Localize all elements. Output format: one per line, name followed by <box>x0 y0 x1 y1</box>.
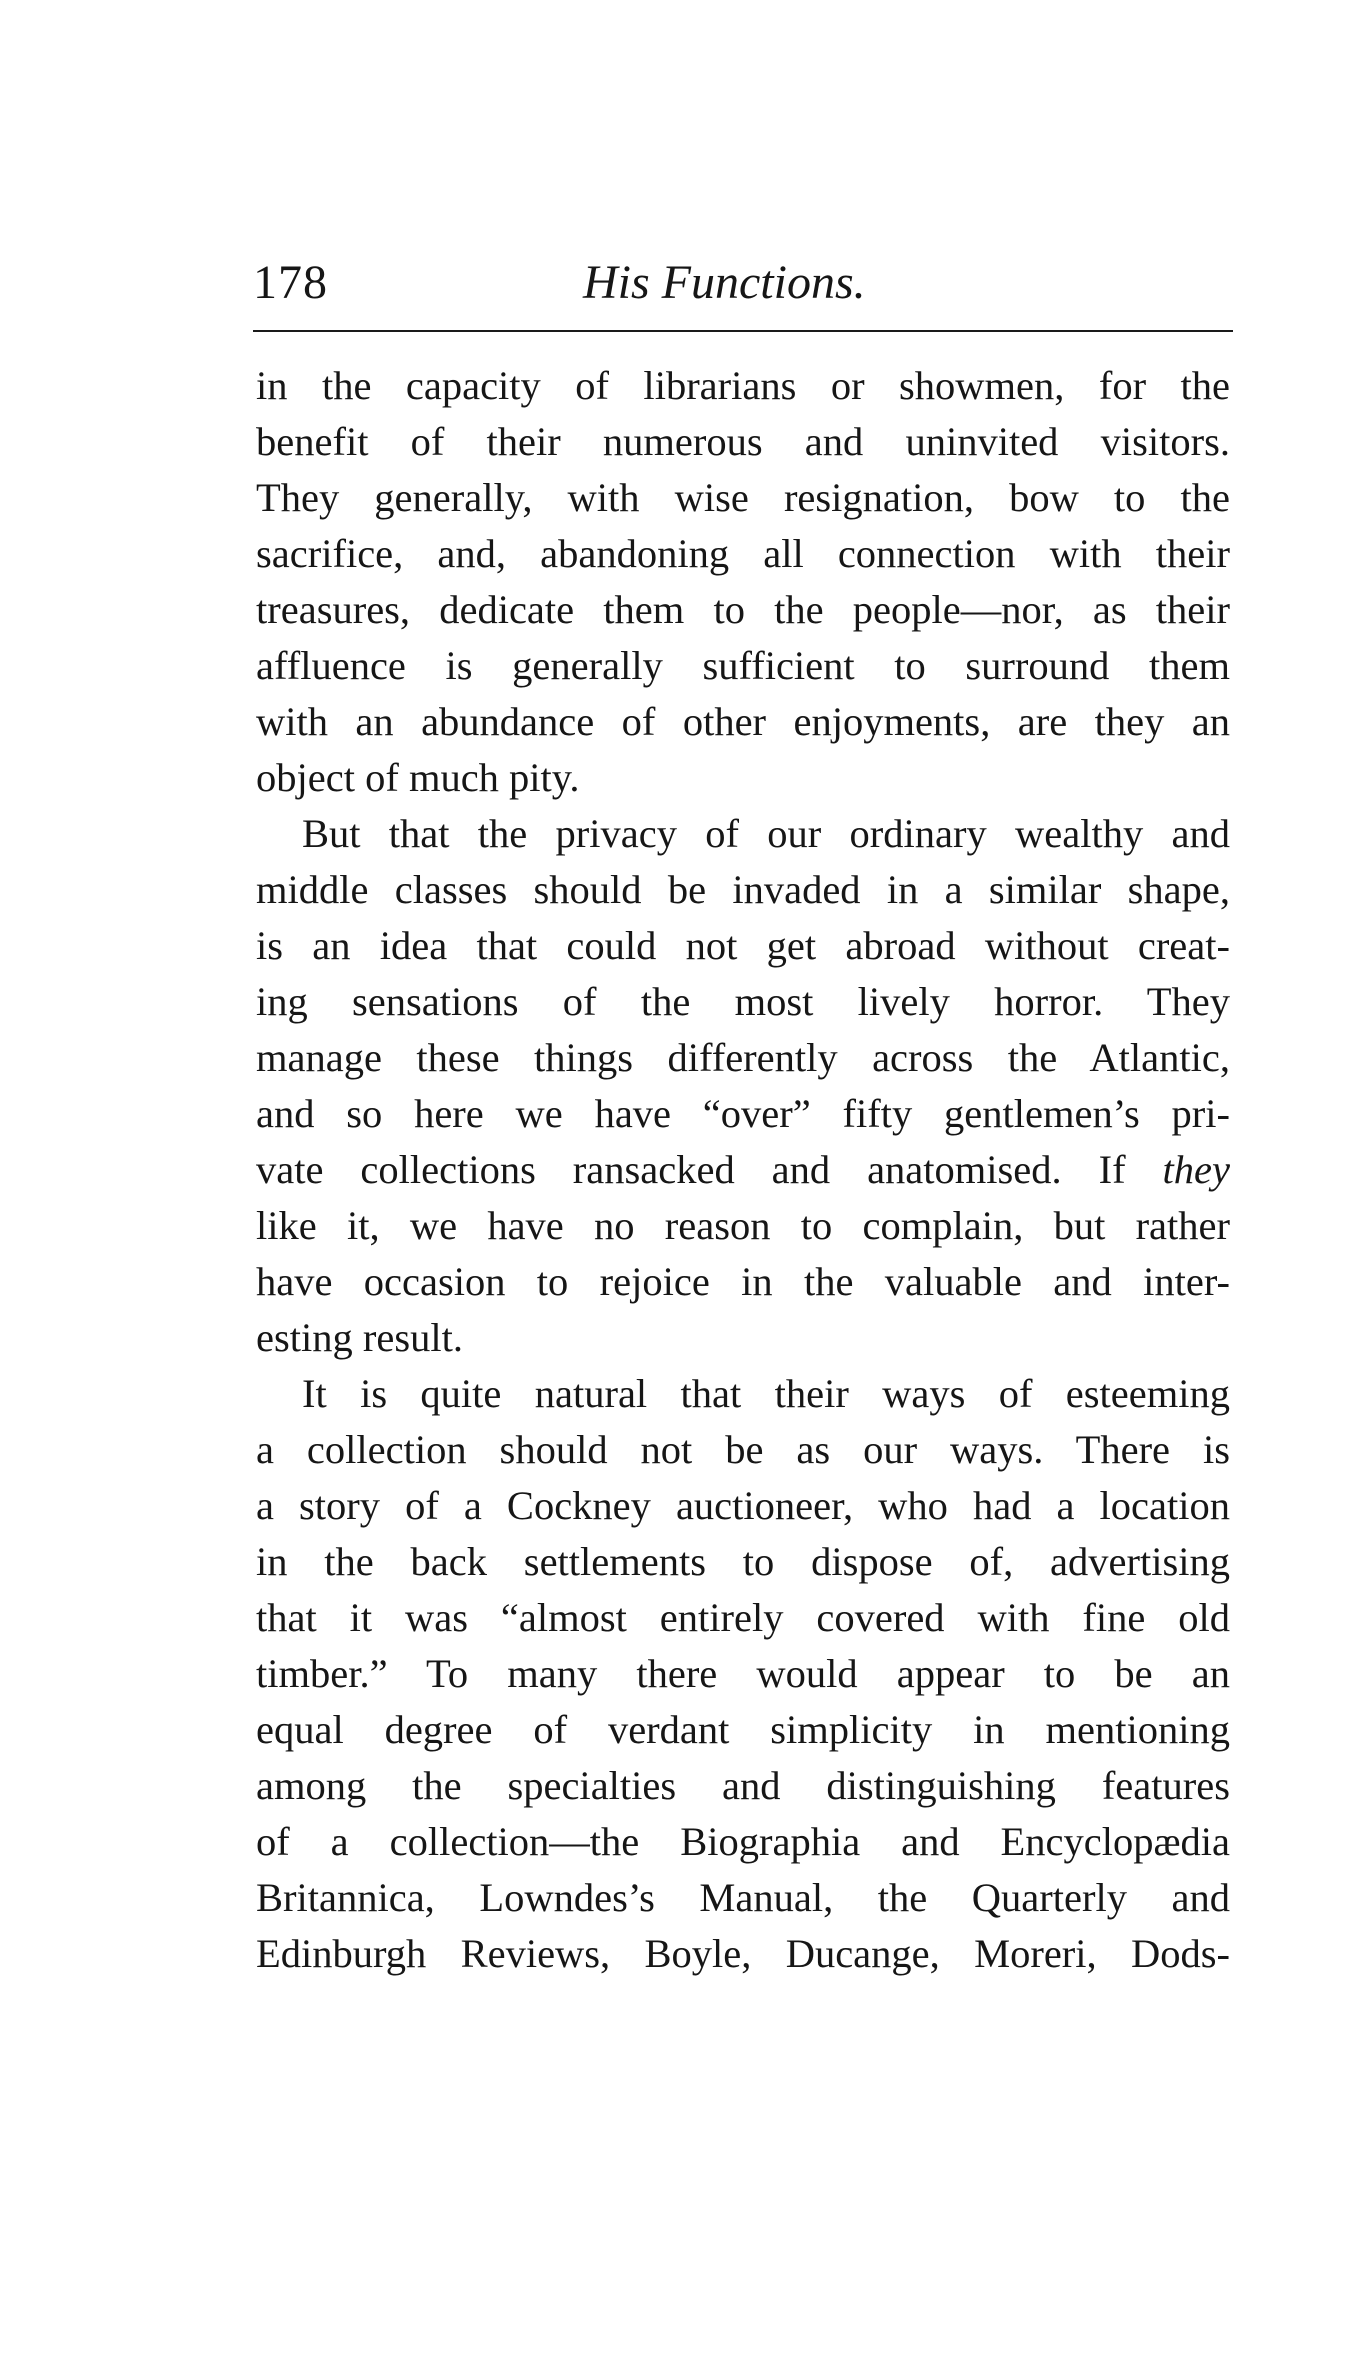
text-line: object of much pity. <box>256 755 580 800</box>
text-line-part: vate collections ransacked and anatomised. If <box>256 1147 1126 1192</box>
text-line: and so here we have “over” fifty gentlemen’s pri- <box>256 1091 1230 1136</box>
page-number: 178 <box>253 256 328 309</box>
text-line: ing sensations of the most lively horror. They <box>256 979 1230 1024</box>
text-line: But that the privacy of our ordinary wealthy and <box>302 811 1230 856</box>
header-rule <box>253 330 1233 332</box>
text-line: benefit of their numerous and uninvited visitors. <box>256 419 1230 464</box>
running-title: His Functions. <box>583 256 866 309</box>
text-line: treasures, dedicate them to the people—nor, as their <box>256 587 1230 632</box>
text-line: that it was “almost entirely covered with fine old <box>256 1595 1230 1640</box>
text-line: Britannica, Lowndes’s Manual, the Quarterly and <box>256 1875 1230 1920</box>
text-line: Edinburgh Reviews, Boyle, Ducange, Moreri, Dods- <box>256 1931 1230 1976</box>
text-line: like it, we have no reason to complain, but rather <box>256 1203 1230 1248</box>
text-line: middle classes should be invaded in a similar shape, <box>256 867 1230 912</box>
text-line: a story of a Cockney auctioneer, who had a location <box>256 1483 1230 1528</box>
text-line: is an idea that could not get abroad without creat- <box>256 923 1230 968</box>
text-line: manage these things differently across the Atlantic, <box>256 1035 1230 1080</box>
text-line: sacrifice, and, abandoning all connection with their <box>256 531 1230 576</box>
text-line: It is quite natural that their ways of esteeming <box>302 1371 1230 1416</box>
text-line: a collection should not be as our ways. There is <box>256 1427 1230 1472</box>
emphasized-word: they <box>1162 1147 1230 1192</box>
text-line: of a collection—the Biographia and Encyclopædia <box>256 1819 1230 1864</box>
text-line: esting result. <box>256 1315 463 1360</box>
text-line: have occasion to rejoice in the valuable and inter- <box>256 1259 1230 1304</box>
text-line: in the capacity of librarians or showmen, for the <box>256 363 1230 408</box>
text-line: among the specialties and distinguishing features <box>256 1763 1230 1808</box>
text-line: in the back settlements to dispose of, advertising <box>256 1539 1230 1584</box>
running-head <box>253 248 1233 318</box>
text-line: affluence is generally sufficient to surround them <box>256 643 1230 688</box>
text-line-with-emphasis <box>256 1142 1230 1198</box>
text-line: equal degree of verdant simplicity in mentioning <box>256 1707 1230 1752</box>
body-text <box>256 358 1230 1982</box>
text-line: with an abundance of other enjoyments, are they an <box>256 699 1230 744</box>
text-line: timber.” To many there would appear to be an <box>256 1651 1230 1696</box>
text-line: They generally, with wise resignation, bow to the <box>256 475 1230 520</box>
